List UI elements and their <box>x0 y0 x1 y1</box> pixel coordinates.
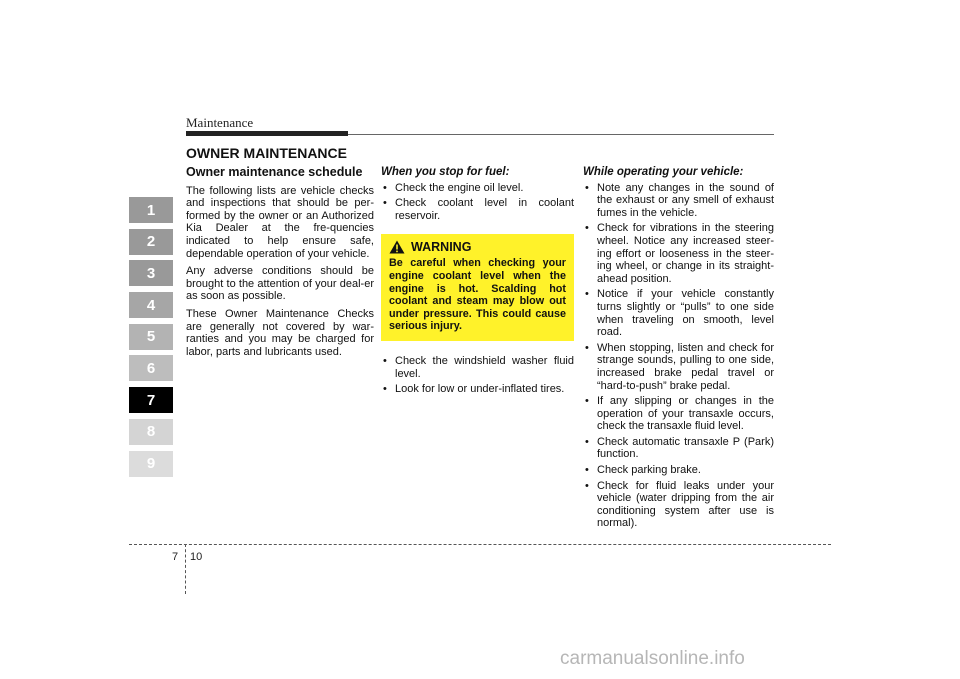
footer-chapter-number: 7 <box>172 551 179 563</box>
list-item: • If any slipping or changes in the operation of your transaxle occurs, check the transaxle fluid level. <box>583 395 774 433</box>
footer-divider <box>185 544 186 594</box>
chapter-tab-7[interactable]: 7 <box>129 387 173 413</box>
chapter-tab-3[interactable]: 3 <box>129 260 173 286</box>
list-item: • Look for low or under-inflated tires. <box>381 383 574 396</box>
paragraph: The following lists are vehicle checks and inspections that should be per-formed by the owner or an Authorized Kia Dealer at the fre-quencies indicated to help ensure safe, dependable operation of your vehicle. <box>186 184 374 260</box>
owner-schedule-heading: Owner maintenance schedule <box>186 165 363 179</box>
list-item: • Check parking brake. <box>583 464 774 477</box>
section-title: OWNER MAINTENANCE <box>186 145 347 161</box>
warning-text: Be careful when checking your engine coolant level when the engine is hot. Scalding hot coolant and steam may blow out under pressure. This could cause serious injury. <box>389 257 566 333</box>
list-item: • Check coolant level in coolant reservoir. <box>381 197 574 222</box>
list-item: • Check automatic transaxle P (Park) function. <box>583 436 774 461</box>
column-operating <box>583 166 774 533</box>
operating-list <box>583 182 774 530</box>
list-item: • Note any changes in the sound of the exhaust or any smell of exhaust fumes in the vehicle. <box>583 182 774 220</box>
fuel-stop-heading: When you stop for fuel: <box>381 166 510 178</box>
header-bar <box>186 131 348 136</box>
chapter-tab-9[interactable]: 9 <box>129 451 173 477</box>
list-item: • Check the windshield washer fluid level. <box>381 355 574 380</box>
column-owner-schedule <box>186 166 374 363</box>
footer-page-number: 10 <box>190 551 203 563</box>
chapter-tabs <box>129 197 173 482</box>
chapter-tab-1[interactable]: 1 <box>129 197 173 223</box>
warning-header <box>389 240 566 254</box>
running-header: Maintenance <box>186 115 254 130</box>
footer-rule <box>129 544 831 545</box>
operating-heading: While operating your vehicle: <box>583 166 744 178</box>
list-item: • When stopping, listen and check for strange sounds, pulling to one side, increased brake pedal travel or “hard-to-push” brake pedal. <box>583 342 774 392</box>
chapter-tab-5[interactable]: 5 <box>129 324 173 350</box>
warning-box <box>381 234 574 341</box>
list-item: • Check for vibrations in the steering wheel. Notice any increased steer-ing effort or looseness in the steer-ing wheel, or change in its straight-ahead position. <box>583 222 774 285</box>
chapter-tab-6[interactable]: 6 <box>129 355 173 381</box>
paragraph: These Owner Maintenance Checks are generally not covered by war-ranties and you may be charged for labor, parts and lubricants used. <box>186 307 374 358</box>
chapter-tab-4[interactable]: 4 <box>129 292 173 318</box>
fuel-stop-list <box>381 182 574 223</box>
list-item: • Check the engine oil level. <box>381 182 574 195</box>
list-item: • Notice if your vehicle constantly turns slightly or “pulls” to one side when traveling on smooth, level road. <box>583 288 774 338</box>
warning-title: WARNING <box>411 240 472 255</box>
paragraph: Any adverse conditions should be brought to the attention of your deal-er as soon as possible. <box>186 265 374 303</box>
chapter-tab-2[interactable]: 2 <box>129 229 173 255</box>
fuel-stop-list-continued <box>381 355 574 396</box>
watermark: carmanualsonline.info <box>560 648 745 669</box>
column-fuel-stop <box>381 166 574 399</box>
chapter-tab-8[interactable]: 8 <box>129 419 173 445</box>
list-item: • Check for fluid leaks under your vehicle (water dripping from the air conditioning system after use is normal). <box>583 480 774 530</box>
warning-triangle-icon <box>389 240 405 254</box>
